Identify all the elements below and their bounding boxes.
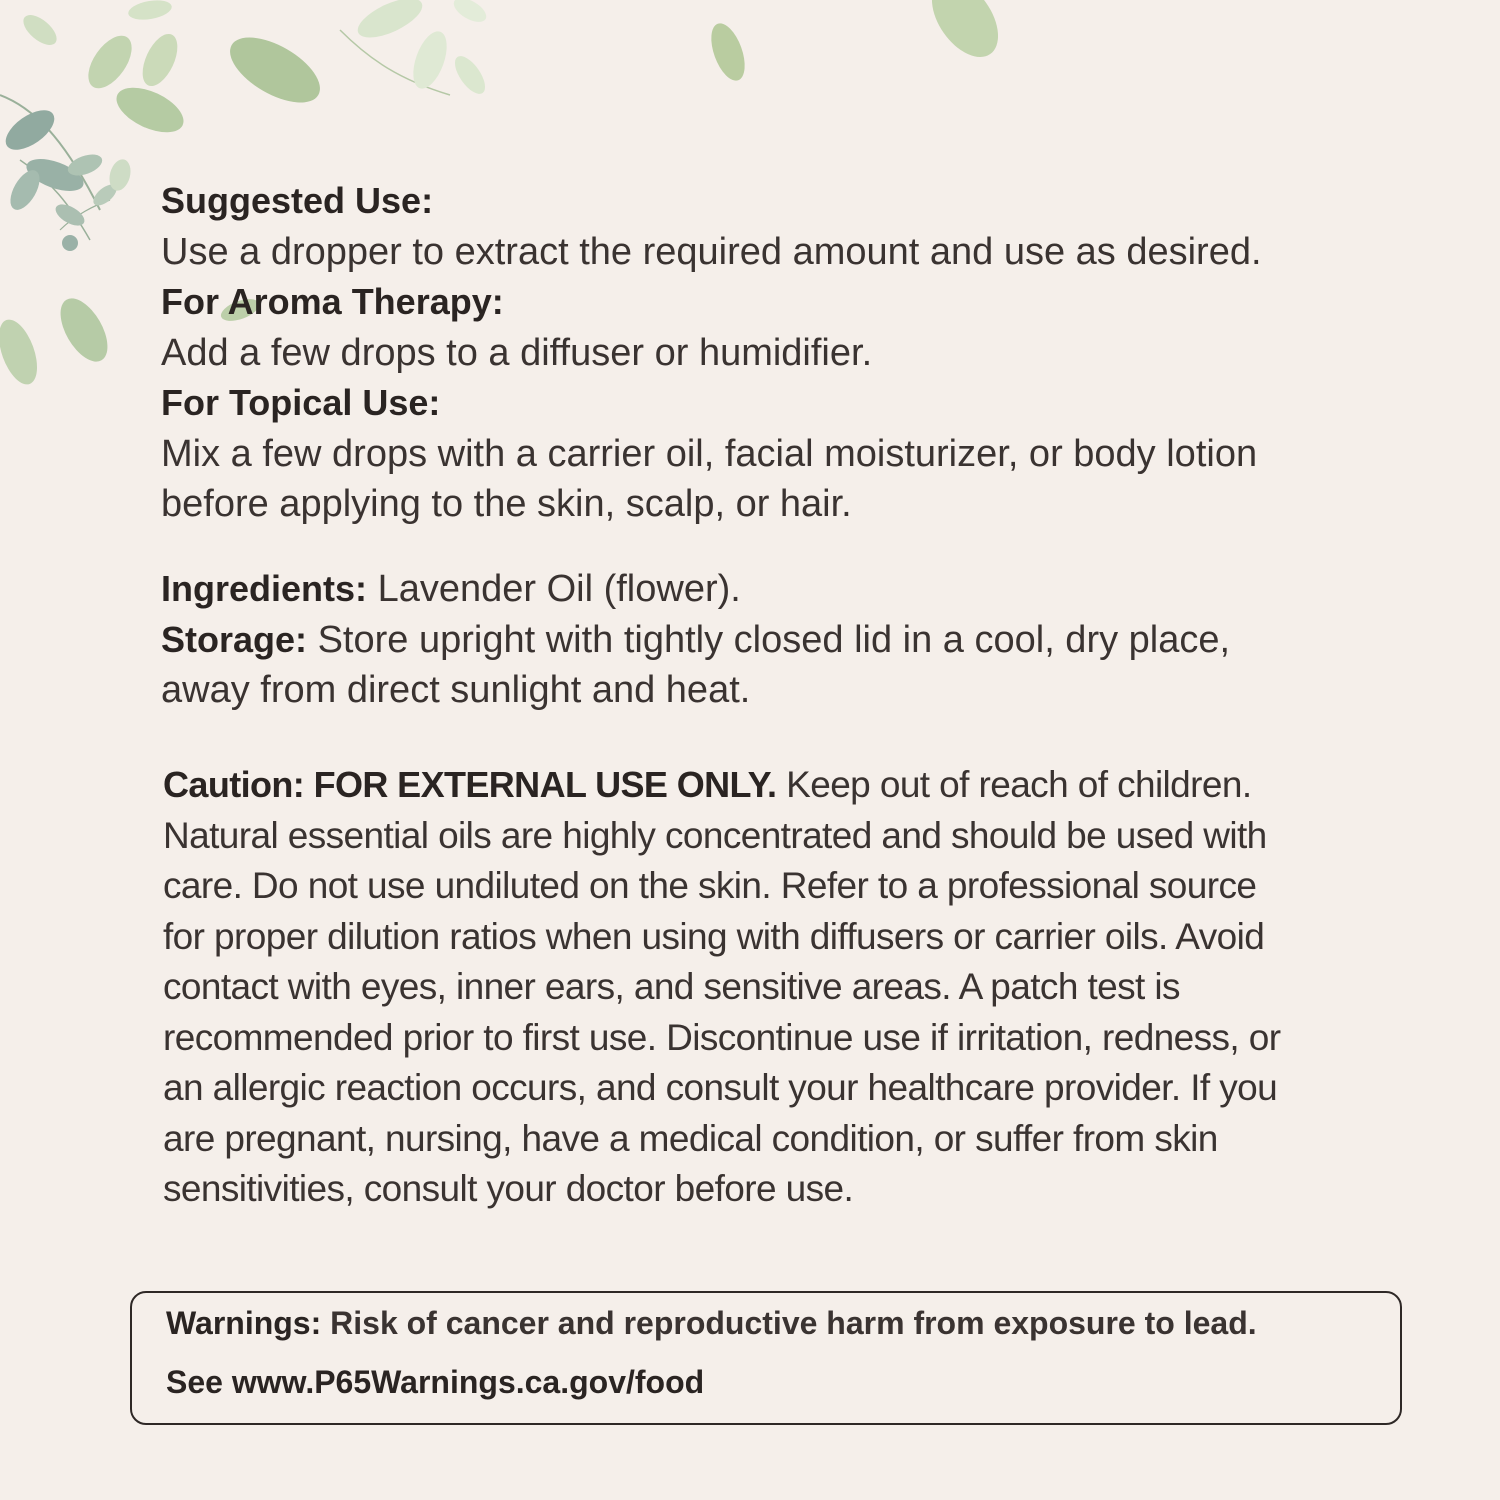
warnings-text: Risk of cancer and reproductive harm from exposure to lead. [321,1305,1257,1341]
warning-link-line: See www.P65Warnings.ca.gov/food [166,1364,705,1400]
caution-text-line: an allergic reaction occurs, and consult your healthcare provider. If you [163,1067,1278,1108]
usage-section [161,176,1401,530]
caution-text-line: contact with eyes, inner ears, and sensitive areas. A patch test is [163,966,1180,1007]
caution-text-line: sensitivities, consult your doctor before use. [163,1168,854,1209]
ingredients-label: Ingredients: [161,568,368,609]
topical-use-text-line: before applying to the skin, scalp, or hair. [161,483,852,525]
warnings-label: Warnings: [166,1305,322,1341]
suggested-use-heading: Suggested Use: [161,180,434,221]
topical-use-text-line: Mix a few drops with a carrier oil, facial moisturizer, or body lotion [161,432,1258,475]
caution-text-line: care. Do not use undiluted on the skin. Refer to a professional source [163,865,1257,906]
caution-text-line: for proper dilution ratios when using with diffusers or carrier oils. Avoid [163,915,1265,957]
caution-section [163,760,1403,1215]
storage-line [161,615,1401,666]
ingredients-line [161,564,1401,615]
caution-first-line [163,760,1403,811]
aroma-therapy-text: Add a few drops to a diffuser or humidifier. [161,331,873,374]
storage-text-line: away from direct sunlight and heat. [161,669,751,711]
caution-label: Caution: FOR EXTERNAL USE ONLY. [163,764,777,805]
storage-text: Store upright with tightly closed lid in a cool, dry place, [307,618,1231,661]
warning-box [130,1291,1402,1425]
caution-text-line: Natural essential oils are highly concentrated and should be used with [163,814,1267,856]
caution-text-line: recommended prior to first use. Discontinue use if irritation, redness, or [163,1016,1281,1058]
warning-line [166,1305,1257,1342]
caution-text-line: are pregnant, nursing, have a medical condition, or suffer from skin [163,1117,1218,1159]
aroma-therapy-heading: For Aroma Therapy: [161,281,504,322]
suggested-use-text: Use a dropper to extract the required amount and use as desired. [161,230,1262,273]
caution-first-text: Keep out of reach of children. [776,764,1252,805]
storage-label: Storage: [161,618,308,660]
product-info-section [161,564,1401,716]
ingredients-text: Lavender Oil (flower). [367,568,741,610]
topical-use-heading: For Topical Use: [161,382,441,423]
